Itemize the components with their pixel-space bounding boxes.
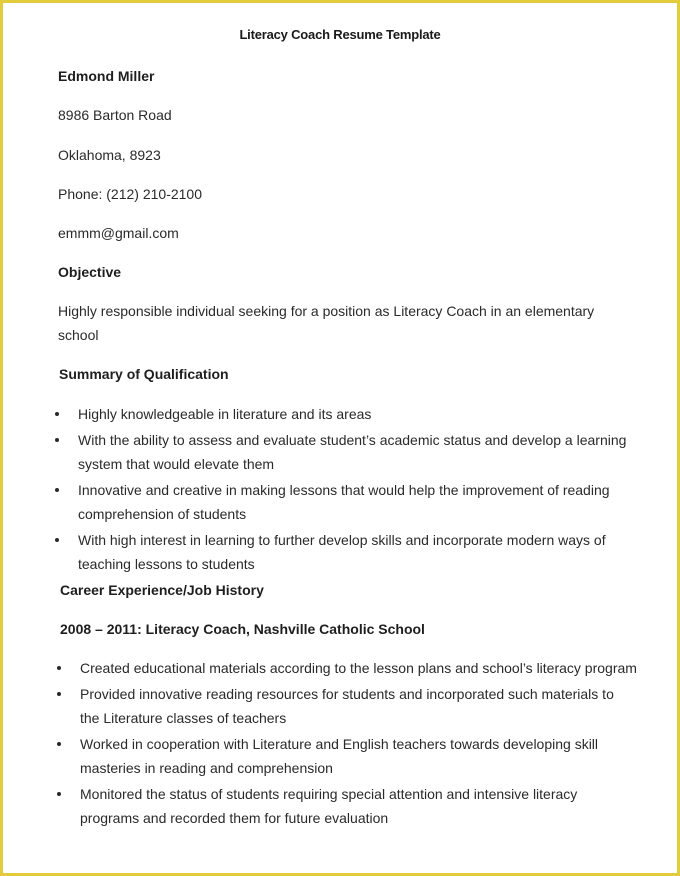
list-item: Provided innovative reading resources for students and incorporated such materials to the Literature classes of teachers bbox=[3, 682, 677, 730]
list-item: Created educational materials according to the lesson plans and school’s literacy program bbox=[3, 656, 677, 680]
experience-list bbox=[3, 656, 677, 832]
bullet-icon bbox=[55, 488, 59, 492]
list-item: Monitored the status of students requiring special attention and intensive literacy programs and recorded them for future evaluation bbox=[3, 782, 677, 830]
contact-city: Oklahoma, 8923 bbox=[58, 147, 161, 163]
list-item: With the ability to assess and evaluate student’s academic status and develop a learning system that would elevate them bbox=[3, 428, 677, 476]
job-title: 2008 – 2011: Literacy Coach, Nashville Catholic School bbox=[60, 621, 425, 637]
list-item: Highly knowledgeable in literature and its areas bbox=[3, 402, 677, 426]
contact-address: 8986 Barton Road bbox=[58, 107, 172, 123]
objective-heading: Objective bbox=[58, 264, 122, 280]
list-item: Innovative and creative in making lessons that would help the improvement of reading comprehension of students bbox=[3, 478, 677, 526]
bullet-icon bbox=[55, 438, 59, 442]
list-item: With high interest in learning to further develop skills and incorporate modern ways of teaching lessons to students bbox=[3, 528, 677, 576]
qualifications-list bbox=[3, 402, 677, 578]
bullet-icon bbox=[57, 666, 61, 670]
contact-name: Edmond Miller bbox=[58, 68, 155, 84]
bullet-icon bbox=[57, 742, 61, 746]
contact-email: emmm@gmail.com bbox=[58, 225, 179, 241]
document-title: Literacy Coach Resume Template bbox=[239, 27, 441, 42]
bullet-icon bbox=[55, 412, 59, 416]
bullet-icon bbox=[57, 692, 61, 696]
qualifications-heading: Summary of Qualification bbox=[59, 366, 229, 382]
experience-heading: Career Experience/Job History bbox=[60, 582, 264, 598]
bullet-icon bbox=[57, 792, 61, 796]
list-item: Worked in cooperation with Literature and English teachers towards developing skill masteries in reading and comprehension bbox=[3, 732, 677, 780]
objective-text: Highly responsible individual seeking for a position as Literacy Coach in an elementary school bbox=[58, 303, 595, 343]
contact-phone: Phone: (212) 210-2100 bbox=[58, 186, 202, 202]
bullet-icon bbox=[55, 538, 59, 542]
